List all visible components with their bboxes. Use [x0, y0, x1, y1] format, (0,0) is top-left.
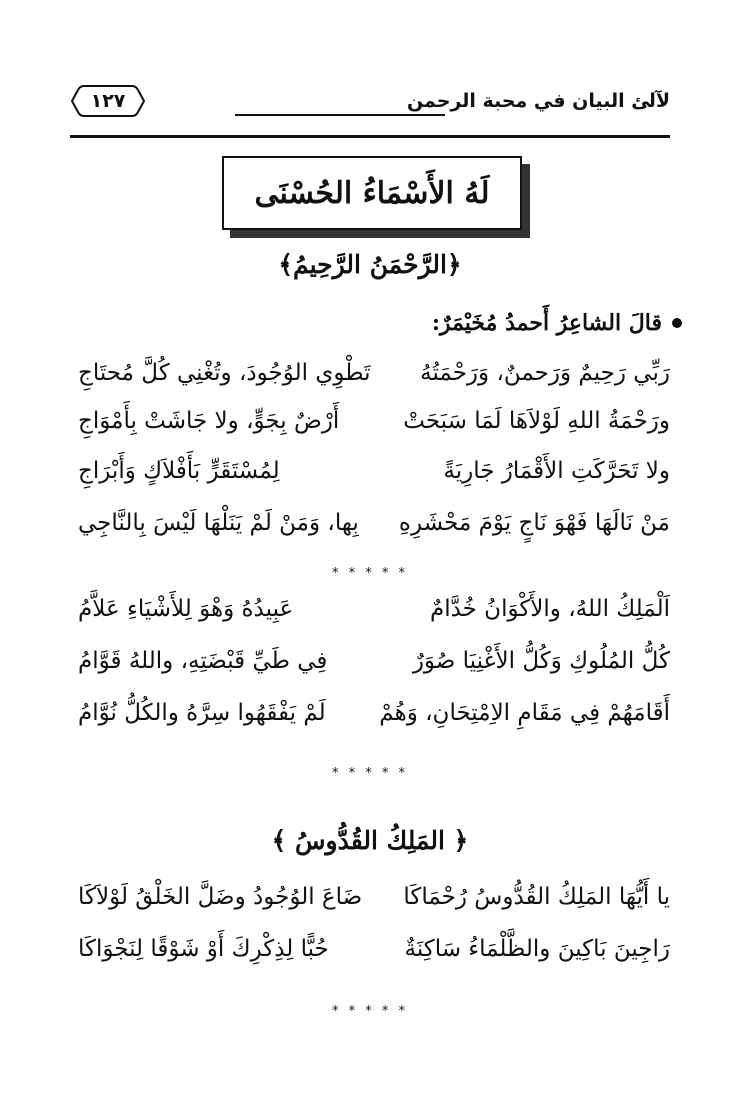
verse-line	[78, 458, 670, 502]
separator-stars: * * * * *	[331, 566, 409, 581]
book-title: لآلئ البيان في محبة الرحمن	[406, 90, 670, 112]
verse-first-hemistich: اَلْمَلِكُ اللهُ، والأَكْوَانُ خُدَّامٌ	[429, 596, 670, 622]
verse-second-hemistich: أَرْضٌ بِجَوٍّ، ولا جَاشَتْ بِأَمْوَاجِ	[78, 408, 340, 434]
header-rule	[70, 135, 670, 138]
verse-line	[78, 360, 670, 404]
verse-line	[78, 510, 670, 554]
verse-first-hemistich: أَقَامَهُمْ فِي مَقَامِ الاِمْتِحَانِ، وَهُمْ	[379, 700, 670, 726]
verse-second-hemistich: بِها، وَمَنْ لَمْ يَنَلْهَا لَيْسَ بِالنَّاجِي	[78, 510, 359, 536]
verse-second-hemistich: عَبِيدُهُ وَهْوَ لِلأَشْيَاءِ عَلاَّمُ	[78, 596, 294, 622]
verse-line	[78, 936, 670, 980]
page-number: ١٢٧	[90, 90, 126, 112]
verse-second-hemistich: ضَاعَ الوُجُودُ وضَلَّ الخَلْقُ لَوْلاَكَا	[78, 884, 363, 910]
separator-stars: * * * * *	[331, 766, 409, 781]
verse-line	[78, 884, 670, 928]
section-title-malik: ﴿ المَلِكُ القُدُّوسُ ﴾	[271, 826, 469, 855]
verse-line	[78, 408, 670, 452]
verse-second-hemistich: تَطْوِي الوُجُودَ، وتُغْنِي كُلَّ مُحتَاجِ	[78, 360, 371, 386]
page-number-badge	[70, 84, 146, 118]
page-header	[70, 84, 670, 138]
verse-second-hemistich: لِمُسْتَقَرٍّ بَأَفْلاَكٍ وَأَبْرَاجِ	[78, 458, 280, 484]
verse-first-hemistich: رَبِّي رَحِيمٌ وَرَحمنٌ، وَرَحْمَتُهُ	[420, 360, 670, 386]
verse-second-hemistich: حُبًّا لِذِكْرِكَ أَوْ شَوْقًا لِنَجْوَاكَا	[78, 936, 329, 962]
verse-first-hemistich: كُلُّ المُلُوكِ وَكُلُّ الأَغْنِيَا صُوَرٌ	[412, 648, 670, 674]
verse-first-hemistich: ورَحْمَةُ اللهِ لَوْلاَهَا لَمَا سَبَحَتْ	[403, 408, 670, 434]
verse-line	[78, 648, 670, 692]
bullet-icon	[672, 318, 682, 328]
verse-first-hemistich: مَنْ نَالَهَا فَهْوَ نَاجٍ يَوْمَ مَحْشَرِهِ	[398, 510, 670, 536]
verse-line	[78, 596, 670, 640]
verse-second-hemistich: فِي طَيِّ قَبْضَتِهِ، واللهُ قَوَّامُ	[78, 648, 328, 674]
header-divider	[235, 114, 445, 116]
poet-text: قالَ الشاعِرُ أَحمدُ مُخَيْمَرٌ:	[431, 310, 662, 336]
verse-line	[78, 700, 670, 744]
section-title-rahman: ﴿الرَّحْمَنُ الرَّحِيمُ﴾	[278, 250, 462, 279]
verse-second-hemistich: لَمْ يَفْقَهُوا سِرَّهُ والكُلُّ نُوَّامُ	[78, 700, 326, 726]
verse-first-hemistich: يا أَيُّهَا المَلِكُ القُدُّوسُ رُحْمَاكَا	[403, 884, 670, 910]
verse-first-hemistich: ولا تَحَرَّكَتِ الأَقْمَارُ جَارِيَةً	[443, 458, 670, 484]
separator-stars: * * * * *	[331, 1004, 409, 1019]
chapter-title: لَهُ الأَسْمَاءُ الحُسْنَى	[254, 175, 490, 211]
chapter-title-box	[222, 156, 522, 230]
poet-attribution	[432, 310, 682, 336]
verse-first-hemistich: رَاجِينَ بَاكِينَ والظَّلْمَاءُ سَاكِنَةٌ	[404, 936, 670, 962]
